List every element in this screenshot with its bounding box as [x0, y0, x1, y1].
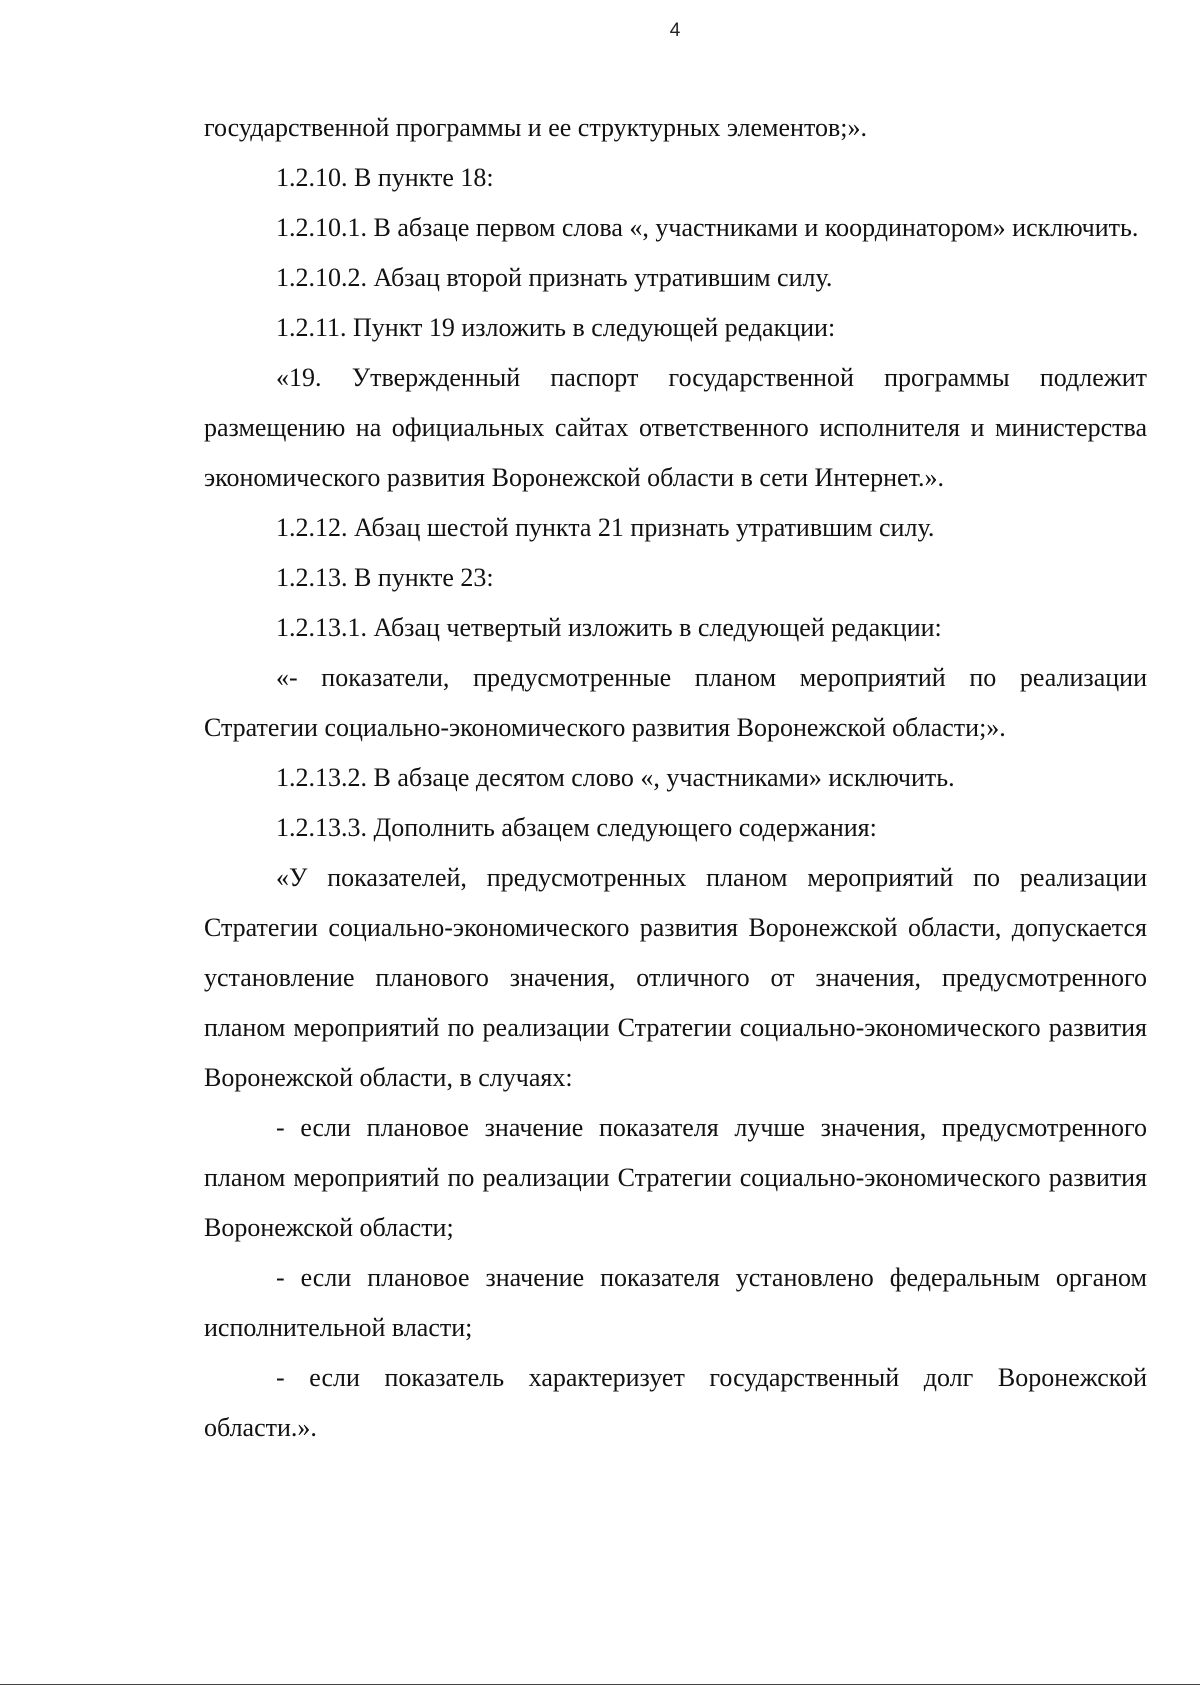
- paragraph-1-2-12: 1.2.12. Абзац шестой пункта 21 признать утратившим силу.: [276, 513, 935, 542]
- paragraph-1-2-13-2: 1.2.13.2. В абзаце десятом слово «, участниками» исключить.: [276, 763, 955, 792]
- paragraph-quote-indicators-plan: «У показателей, предусмотренных планом мероприятий по реализации Стратегии социально-экономического развития Воронежской области, допускается установление планового значения, отличного от значения, предусмотренного планом мероприятий по реализации Стратегии социально-экономического развития Воронежской области, в случаях:: [204, 863, 1147, 1092]
- document-body: [204, 103, 1147, 1453]
- page-number: 4: [669, 20, 681, 41]
- paragraph-quote-indicators: «- показатели, предусмотренные планом мероприятий по реализации Стратегии социально-экономического развития Воронежской области;».: [204, 663, 1147, 742]
- paragraph-1-2-13: 1.2.13. В пункте 23:: [276, 563, 494, 592]
- paragraph-1-2-13-3: 1.2.13.3. Дополнить абзацем следующего содержания:: [276, 813, 877, 842]
- paragraph-case-federal: - если плановое значение показателя установлено федеральным органом исполнительной власти;: [204, 1263, 1147, 1342]
- paragraph-1-2-11: 1.2.11. Пункт 19 изложить в следующей редакции:: [276, 313, 836, 342]
- paragraph-case-debt: - если показатель характеризует государственный долг Воронежской области.».: [204, 1363, 1147, 1442]
- paragraph-case-better-value: - если плановое значение показателя лучше значения, предусмотренного планом мероприятий по реализации Стратегии социально-экономического развития Воронежской области;: [204, 1113, 1147, 1242]
- paragraph-continuation: государственной программы и ее структурных элементов;».: [204, 113, 867, 142]
- bottom-divider: [0, 1684, 1200, 1685]
- paragraph-1-2-10-1: 1.2.10.1. В абзаце первом слова «, участниками и координатором» исключить.: [276, 213, 1139, 242]
- paragraph-1-2-13-1: 1.2.13.1. Абзац четвертый изложить в следующей редакции:: [276, 613, 942, 642]
- paragraph-quote-19: «19. Утвержденный паспорт государственной программы подлежит размещению на официальных сайтах ответственного исполнителя и министерства экономического развития Воронежской области в сети Интернет.».: [204, 363, 1147, 492]
- paragraph-1-2-10-2: 1.2.10.2. Абзац второй признать утратившим силу.: [276, 263, 833, 292]
- paragraph-1-2-10: 1.2.10. В пункте 18:: [276, 163, 494, 192]
